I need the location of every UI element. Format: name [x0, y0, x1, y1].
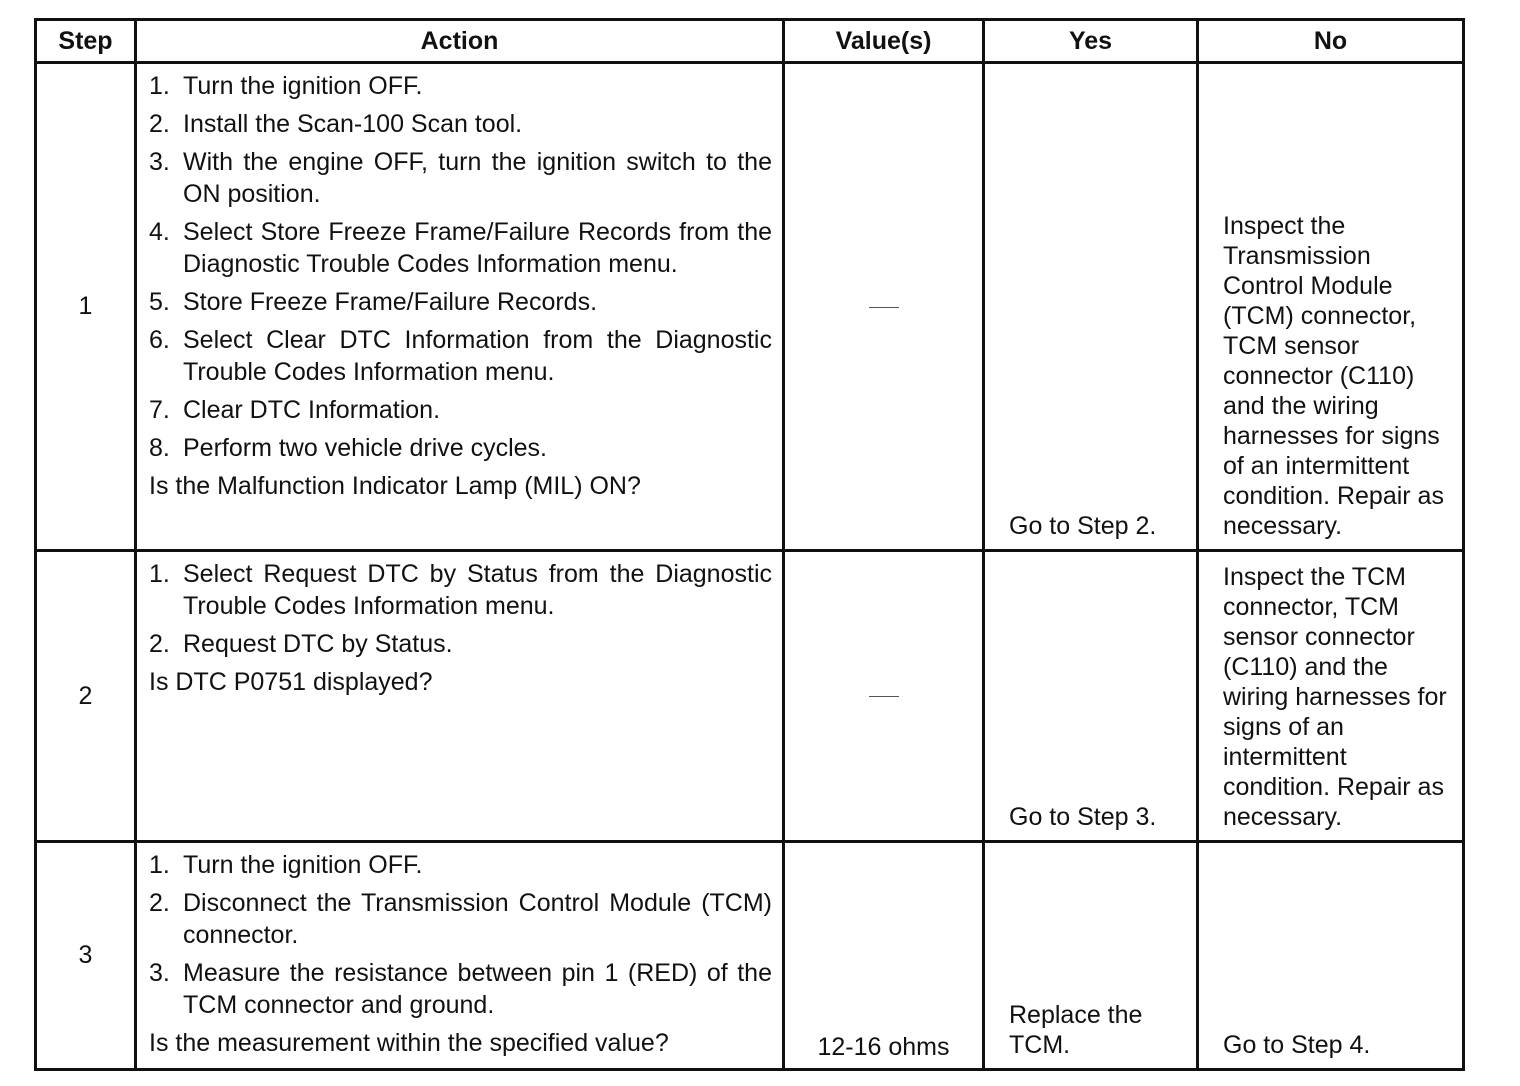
action-item: 3. Measure the resistance between pin 1 (RED) of the TCM connector and ground.	[149, 959, 772, 1019]
action-cell	[136, 551, 784, 842]
step-number: 3	[36, 842, 136, 1070]
empty-value-dash	[869, 696, 899, 697]
action-cell	[136, 842, 784, 1070]
header-no: No	[1198, 20, 1464, 63]
action-item: 3. With the engine OFF, turn the ignition switch to the ON position.	[149, 148, 772, 208]
table-row	[36, 551, 1464, 842]
action-item: 2. Request DTC by Status.	[149, 630, 453, 658]
action-item: 2. Disconnect the Transmission Control Module (TCM) connector.	[149, 889, 772, 949]
value-text: 12-16 ohms	[817, 1033, 950, 1061]
action-question: Is the Malfunction Indicator Lamp (MIL) ON?	[149, 472, 641, 500]
no-cell: Inspect the TCM connector, TCM sensor connector (C110) and the wiring harnesses for signs of an intermittent condition. Repair as necessary.	[1198, 551, 1464, 842]
action-item: 2. Install the Scan-100 Scan tool.	[149, 110, 523, 138]
action-item: 1. Turn the ignition OFF.	[149, 72, 423, 100]
empty-value-dash	[869, 307, 899, 308]
action-item: 4. Select Store Freeze Frame/Failure Records from the Diagnostic Trouble Codes Information menu.	[149, 218, 772, 278]
header-row	[36, 20, 1464, 63]
value-cell	[784, 63, 984, 551]
no-cell: Go to Step 4.	[1198, 842, 1464, 1070]
header-action: Action	[136, 20, 784, 63]
action-item: 1. Select Request DTC by Status from the Diagnostic Trouble Codes Information menu.	[149, 560, 772, 620]
yes-cell: Go to Step 3.	[984, 551, 1198, 842]
action-item: 7. Clear DTC Information.	[149, 396, 441, 424]
header-values: Value(s)	[784, 20, 984, 63]
step-number: 1	[36, 63, 136, 551]
value-cell	[784, 551, 984, 842]
header-yes: Yes	[984, 20, 1198, 63]
no-cell: Inspect the Transmission Control Module (TCM) connector, TCM sensor connector (C110) and the wiring harnesses for signs of an intermittent condition. Repair as necessary.	[1198, 63, 1464, 551]
value-cell	[784, 842, 984, 1070]
action-question: Is the measurement within the specified value?	[149, 1029, 669, 1057]
action-item: 6. Select Clear DTC Information from the Diagnostic Trouble Codes Information menu.	[149, 326, 772, 386]
action-item: 5. Store Freeze Frame/Failure Records.	[149, 288, 598, 316]
action-item: 8. Perform two vehicle drive cycles.	[149, 434, 548, 462]
table-row	[36, 63, 1464, 551]
diagnostic-table	[34, 18, 1465, 1071]
yes-cell: Replace the TCM.	[984, 842, 1198, 1070]
action-cell	[136, 63, 784, 551]
table-row	[36, 842, 1464, 1070]
action-question: Is DTC P0751 displayed?	[149, 668, 433, 696]
step-number: 2	[36, 551, 136, 842]
yes-cell: Go to Step 2.	[984, 63, 1198, 551]
header-step: Step	[36, 20, 136, 63]
action-item: 1. Turn the ignition OFF.	[149, 851, 423, 879]
